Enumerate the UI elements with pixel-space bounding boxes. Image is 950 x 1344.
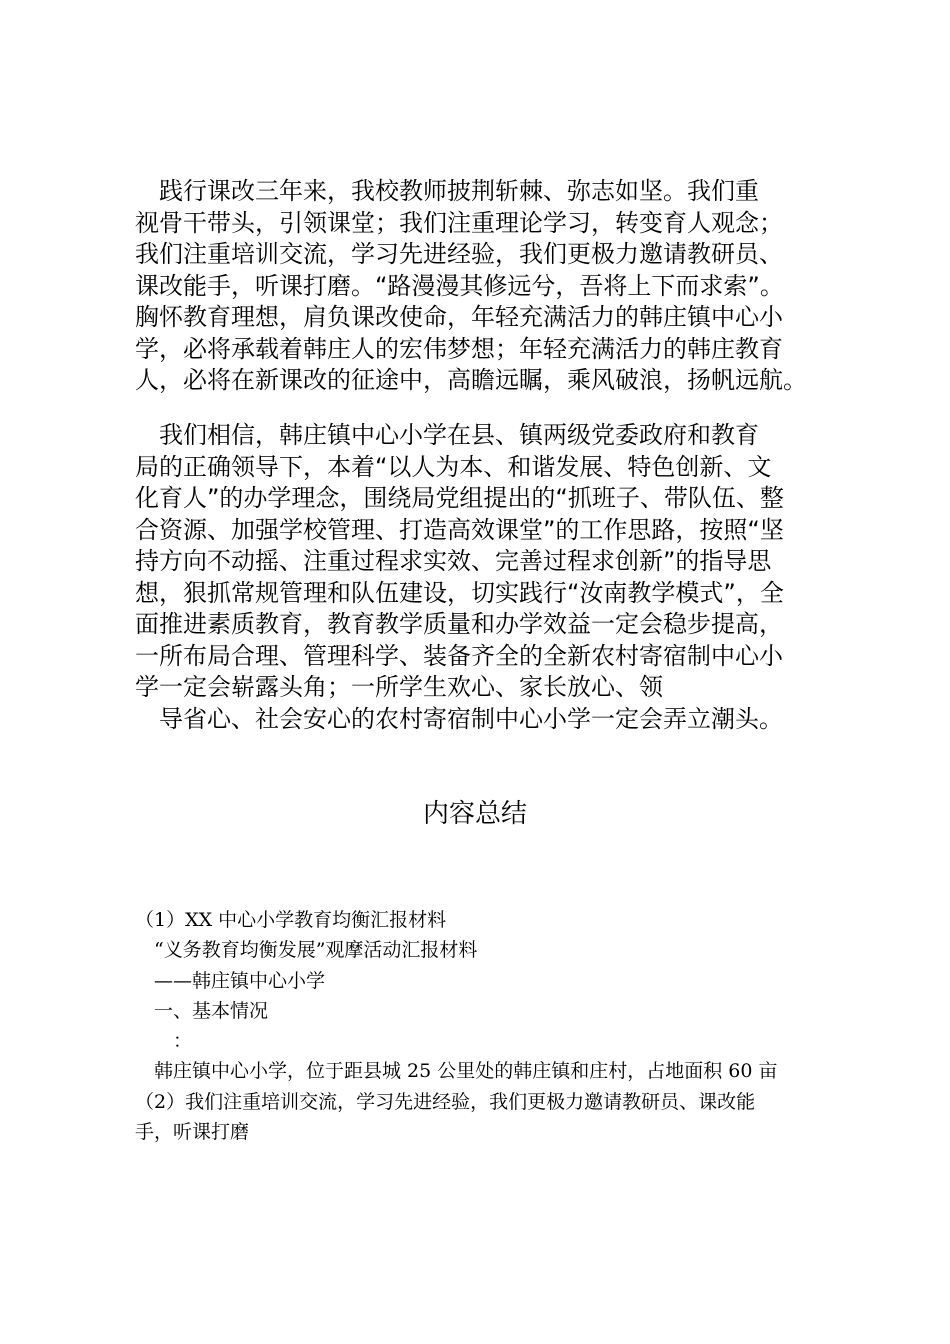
paragraph-reform-practice [135,176,835,397]
paragraph-line: 我们注重培训交流，学习先进经验，我们更极力邀请教研员、 [135,240,783,268]
paragraph-line: 导省心、社会安心的农村寄宿制中心小学一定会弄立潮头。 [135,704,783,733]
paragraph-line: 局的正确领导下，本着“以人为本、和谐发展、特色创新、文 [135,452,772,481]
paragraph-we-believe [135,420,835,735]
summary-line: （2）我们注重培训交流，学习先进经验，我们更极力邀请教研员、课改能 [135,1090,756,1113]
paragraph-line: 人，必将在新课改的征途中，高瞻远瞩，乘风破浪，扬帆远航。 [135,366,807,394]
paragraph-line: 学一定会崭露头角；一所学生欢心、家长放心、领 [135,673,663,701]
summary-line: 一、基本情况 [135,999,269,1022]
paragraph-line: 胸怀教育理想，肩负课改使命，年轻充满活力的韩庄镇中心小 [135,303,783,331]
paragraph-line: 我们相信，韩庄镇中心小学在县、镇两级党委政府和教育 [135,421,759,449]
paragraph-line: 学，必将承载着韩庄人的宏伟梦想；年轻充满活力的韩庄教育 [135,334,783,363]
paragraph-line: 化育人”的办学理念，围绕局党组提出的“抓班子、带队伍、整 [135,484,784,512]
summary-list [135,905,835,1147]
summary-line: “义务教育均衡发展”观摩活动汇报材料 [135,939,478,962]
summary-line: ： [135,1030,193,1053]
summary-line: 韩庄镇中心小学，位于距县城 25 公里处的韩庄镇和庄村，占地面积 60 亩 [135,1060,778,1083]
paragraph-line: 一所布局合理、管理科学、装备齐全的全新农村寄宿制中心小 [135,641,783,670]
paragraph-line: 视骨干带头，引领课堂；我们注重理论学习，转变育人观念； [135,208,783,237]
paragraph-line: 面推进素质教育，教育教学质量和办学效益一定会稳步提高， [135,610,783,638]
summary-heading: 内容总结 [422,799,527,829]
summary-line: 手，听课打磨 [135,1121,250,1144]
paragraph-line: 合资源、加强学校管理、打造高效课堂”的工作思路，按照“坚 [135,515,784,544]
paragraph-line: 想，狠抓常规管理和队伍建设，切实践行“汝南教学模式”，全 [135,578,784,607]
summary-line: ——韩庄镇中心小学 [135,969,326,992]
summary-line: （1）XX 中心小学教育均衡汇报材料 [135,909,447,931]
paragraph-line: 课改能手，听课打磨。“路漫漫其修远兮，吾将上下而求索”。 [135,271,784,300]
paragraph-line: 践行课改三年来，我校教师披荆斩棘、弥志如坚。我们重 [135,177,759,205]
paragraph-line: 持方向不动摇、注重过程求实效、完善过程求创新”的指导思 [135,547,772,575]
